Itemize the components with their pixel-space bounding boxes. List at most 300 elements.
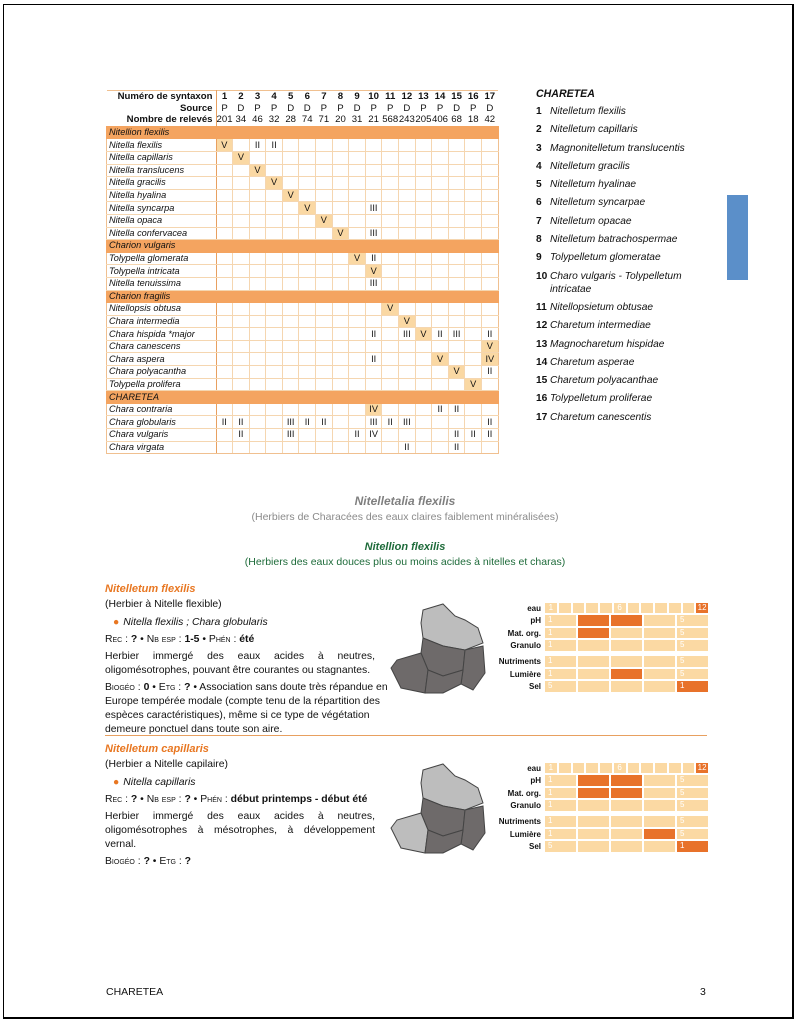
frequency-cell [365,315,382,328]
table-row [107,177,499,190]
ecology-cell [578,829,609,840]
species-name: Tolypella intricata [107,265,217,278]
frequency-cell [249,177,266,190]
alliance-title: Nitellion flexilis [364,541,446,553]
frequency-cell [382,227,399,240]
frequency-cell [332,277,349,290]
legend-item [536,356,700,369]
ecology-label: Lumière [509,829,541,839]
frequency-cell [365,340,382,353]
header-cell-releves: 243 [398,114,415,126]
frequency-cell [382,441,399,454]
frequency-cell [332,403,349,416]
ecology-cell: 1 [677,681,708,692]
ecology-row [495,656,708,668]
frequency-cell [282,315,299,328]
frequency-cell: V [266,177,283,190]
frequency-cell [299,328,316,341]
frequency-cell [299,164,316,177]
ecology-label: Mat. org. [507,628,541,638]
frequency-cell [399,265,416,278]
frequency-cell: V [448,366,465,379]
ecology-label: pH [530,776,541,785]
frequency-cell [465,265,482,278]
frequency-cell [349,177,366,190]
frequency-cell [316,441,333,454]
ecology-cell [683,603,695,614]
frequency-cell [332,328,349,341]
frequency-cell [415,378,432,391]
frequency-cell [332,378,349,391]
frequency-cell [365,139,382,152]
ecology-cell: 5 [677,640,708,651]
header-cell-releves: 31 [351,114,363,126]
frequency-cell [316,177,333,190]
frequency-cell [216,189,233,202]
ecology-cell [683,763,695,774]
species-name: Chara contraria [107,403,217,416]
legend-number: 3 [536,142,542,154]
frequency-cell [282,252,299,265]
map-region-west [391,813,428,853]
ecology-row [495,787,708,799]
ecology-cell: 5 [677,656,708,667]
header-label: Numéro de syntaxon [107,91,217,103]
frequency-cell [332,340,349,353]
frequency-cell [282,227,299,240]
frequency-cell [316,315,333,328]
frequency-cell [365,378,382,391]
header-cell-num: 13 [415,91,432,103]
frequency-cell [382,252,399,265]
frequency-cell [249,416,266,429]
species-list: Nitella flexilis ; Chara globularis [123,617,268,628]
ecology-label: Granulo [510,801,541,810]
frequency-cell [299,252,316,265]
frequency-cell [349,441,366,454]
ecology-row [495,841,708,853]
table-header-row [107,114,499,126]
ecology-cell: 6 [614,603,626,614]
ecology-cell: 1 [545,640,576,651]
frequency-cell: V [282,189,299,202]
frequency-cell [316,164,333,177]
frequency-cell [382,328,399,341]
frequency-cell [365,164,382,177]
frequency-cell: IV [365,429,382,442]
header-cell-num: 15 [448,91,465,103]
frequency-cell [415,214,432,227]
frequency-cell: II [266,139,283,152]
frequency-cell [282,139,299,152]
header-cell-num: 2 [233,91,250,103]
legend-title: CHARETEA [536,88,595,100]
biogeo-line: Biogéo : 0 • Etg : ? • Association sans doute très répandue en Europe tempérée modale (compte tenu de la répartition des espèces caractéristiques), même si ce type de végétation demeure ponctuel dans toute son aire. [105,682,388,735]
frequency-cell [282,328,299,341]
frequency-cell [415,429,432,442]
ecology-cell [611,800,642,811]
frequency-cell [432,378,449,391]
frequency-cell [316,189,333,202]
header-cell-source: D [403,102,411,114]
frequency-cell [266,189,283,202]
frequency-cell [216,227,233,240]
species-name: Nitella confervacea [107,227,217,240]
frequency-cell [299,353,316,366]
frequency-cell [415,353,432,366]
frequency-cell [432,227,449,240]
frequency-cell: V [465,378,482,391]
legend-syntaxon-name: Charetum polyacanthae [550,375,659,387]
ecology-cell [611,775,642,786]
group-name: CHARETEA [107,391,499,404]
frequency-cell [382,189,399,202]
frequency-cell [432,164,449,177]
legend-item [536,301,700,314]
table-row [107,441,499,454]
frequency-cell [332,353,349,366]
species-name: Chara vulgaris [107,429,217,442]
ecology-label: Mat. org. [507,788,541,798]
legend-number: 14 [536,356,548,368]
ecology-label: Granulo [510,641,541,650]
frequency-cell [448,214,465,227]
frequency-cell [249,366,266,379]
header-cell-releves: 34 [235,114,247,126]
frequency-cell [382,265,399,278]
frequency-cell [482,403,499,416]
rec-line: Rec : ? • Nb esp : 1-5 • Phén : été [105,634,255,645]
group-name: Nitellion flexilis [107,126,499,139]
frequency-cell [432,214,449,227]
frequency-cell [349,227,366,240]
frequency-cell [332,366,349,379]
table-row [107,164,499,177]
species-name: Chara hispida *major [107,328,217,341]
ecology-cell [578,816,609,827]
frequency-cell [266,366,283,379]
frequency-cell [465,164,482,177]
ecology-cell: 6 [614,763,626,774]
frequency-cell [432,277,449,290]
group-band [107,240,499,253]
frequency-cell [282,164,299,177]
legend-number: 1 [536,106,542,117]
header-cell-num: 12 [399,91,416,103]
frequency-cell: II [482,429,499,442]
frequency-cell [282,202,299,215]
legend-number: 17 [536,411,548,423]
species-name: Nitella capillaris [107,151,217,164]
frequency-cell [299,214,316,227]
frequency-cell [382,378,399,391]
header-cell-releves: 71 [318,114,330,126]
frequency-cell [233,202,250,215]
frequency-cell [382,403,399,416]
association-description: Herbier immergé des eaux acides à neutres, oligomésotrophes, pouvant être courantes ou stagnantes. [105,651,375,676]
legend-item [536,411,700,424]
table-row [107,429,499,442]
frequency-cell [382,353,399,366]
legend-item [536,251,700,264]
frequency-cell [482,315,499,328]
frequency-cell [216,315,233,328]
legend-item [536,160,700,173]
frequency-cell [465,353,482,366]
frequency-cell [465,328,482,341]
legend-item [536,142,700,155]
legend-number: 13 [536,338,548,350]
frequency-cell [415,252,432,265]
distribution-map [383,758,498,858]
frequency-cell [299,315,316,328]
frequency-cell [299,139,316,152]
ecology-cell [655,763,667,774]
frequency-cell [349,303,366,316]
ecology-cell [644,640,675,651]
ecology-cell [641,603,653,614]
frequency-cell [399,202,416,215]
frequency-cell [249,441,266,454]
association-common-name: (Herbier à Nitelle flexible) [105,599,222,610]
frequency-cell: III [365,277,382,290]
ecology-cell [611,841,642,852]
distribution-map [383,598,498,698]
legend-item [536,374,700,387]
frequency-cell: V [233,151,250,164]
association-name: Nitelletum capillaris [105,743,209,755]
header-cell-num: 8 [332,91,349,103]
ecology-cell [600,603,612,614]
table-row [107,265,499,278]
ecology-cell [628,763,640,774]
map-region-east [461,806,485,850]
ecology-row [495,800,708,812]
frequency-cell [233,340,250,353]
frequency-cell [448,189,465,202]
frequency-cell [233,366,250,379]
ecology-cell [641,763,653,774]
ecology-cell: 1 [677,841,708,852]
header-cell-source: D [287,102,295,114]
frequency-cell [415,151,432,164]
ecology-row [495,681,708,693]
ecology-cell [586,763,598,774]
ecology-cell [644,681,675,692]
frequency-cell [465,227,482,240]
frequency-cell [349,265,366,278]
table-row [107,378,499,391]
bullet-dot-icon: ● [113,617,120,628]
ecology-cell [578,615,609,626]
frequency-cell [299,151,316,164]
frequency-cell [299,429,316,442]
ecology-cell: 1 [545,816,576,827]
legend-syntaxon-name: Charo vulgaris - Tolypelletum intricatae [550,270,682,295]
frequency-cell [465,202,482,215]
frequency-cell [266,252,283,265]
header-cell-num: 17 [482,91,499,103]
ecology-cell [578,788,609,799]
frequency-cell [216,353,233,366]
frequency-cell [316,328,333,341]
syntaxon-legend [536,88,700,429]
ecology-row [495,816,708,828]
frequency-cell [349,340,366,353]
ecology-cell [611,816,642,827]
bullet-dot-icon: ● [113,777,120,788]
header-cell-releves: 568 [382,114,399,126]
frequency-cell [282,353,299,366]
frequency-cell: III [448,328,465,341]
frequency-cell [432,441,449,454]
header-cell-releves: 20 [335,114,346,126]
table-row [107,315,499,328]
frequency-cell: II [399,441,416,454]
ecology-label: pH [530,616,541,625]
legend-syntaxon-name: Tolypelletum glomeratae [550,252,661,264]
frequency-cell [332,429,349,442]
header-cell-releves: 28 [285,114,296,126]
frequency-cell [399,189,416,202]
frequency-cell [415,441,432,454]
frequency-cell [332,252,349,265]
frequency-cell [415,403,432,416]
frequency-cell [399,366,416,379]
frequency-cell [482,265,499,278]
ecology-cell [611,829,642,840]
table-row [107,214,499,227]
frequency-cell [365,177,382,190]
frequency-cell [448,315,465,328]
frequency-cell [448,139,465,152]
frequency-cell [316,139,333,152]
frequency-cell: V [415,328,432,341]
ecology-label: eau [527,603,541,613]
frequency-cell [415,277,432,290]
ecology-row [495,762,708,774]
ecology-cell: 1 [545,829,576,840]
header-cell-source: P [270,102,278,114]
frequency-cell [299,227,316,240]
ecology-cell: 5 [677,615,708,626]
legend-syntaxon-name: Nitelletum opacae [550,215,632,227]
species-name: Nitella hyalina [107,189,217,202]
legend-syntaxon-name: Nitelletum hyalinae [550,179,637,191]
frequency-cell [482,177,499,190]
frequency-cell [266,315,283,328]
frequency-cell [282,403,299,416]
ecology-cell: 1 [545,628,576,639]
legend-number: 15 [536,375,548,387]
table-row [107,416,499,429]
frequency-cell [233,328,250,341]
frequency-cell [382,177,399,190]
frequency-cell: IV [365,403,382,416]
species-name: Nitella tenuissima [107,277,217,290]
frequency-cell: II [299,416,316,429]
frequency-cell [465,189,482,202]
table-row [107,202,499,215]
ecology-cell [611,681,642,692]
legend-item [536,196,700,209]
frequency-cell [399,151,416,164]
header-cell-releves: 205 [415,114,432,126]
frequency-cell [399,277,416,290]
ecology-cell: 1 [545,669,576,680]
frequency-cell [382,340,399,353]
legend-syntaxon-name: Tolypelletum proliferae [550,393,653,405]
header-cell-source: P [420,102,427,114]
frequency-cell [249,303,266,316]
frequency-cell [432,252,449,265]
frequency-cell [216,252,233,265]
frequency-cell [266,353,283,366]
frequency-cell [233,139,250,152]
ecology-cell: 12 [697,602,707,612]
frequency-cell [316,403,333,416]
frequency-cell: III [365,202,382,215]
frequency-cell [448,353,465,366]
frequency-cell [233,189,250,202]
frequency-cell: II [365,252,382,265]
frequency-cell [382,214,399,227]
frequency-cell: II [448,441,465,454]
ecology-cell [578,841,609,852]
frequency-cell [299,303,316,316]
frequency-cell [349,403,366,416]
frequency-cell [266,441,283,454]
ecology-grid [495,602,708,693]
frequency-cell [399,177,416,190]
frequency-cell [349,366,366,379]
frequency-cell [349,378,366,391]
frequency-cell: II [432,328,449,341]
ecology-cell: 5 [677,788,708,799]
frequency-cell [465,303,482,316]
header-cell-num: 5 [282,91,299,103]
frequency-cell: II [316,416,333,429]
frequency-cell [316,151,333,164]
frequency-cell [249,277,266,290]
species-name: Nitella opaca [107,214,217,227]
ecology-cell [669,603,681,614]
frequency-cell [282,265,299,278]
frequency-cell: II [249,139,266,152]
ecology-cell [644,656,675,667]
frequency-cell [299,189,316,202]
ecology-cell [611,640,642,651]
frequency-cell [365,151,382,164]
frequency-cell [332,265,349,278]
ecology-cell [578,800,609,811]
frequency-cell [465,441,482,454]
species-name: Nitella gracilis [107,177,217,190]
frequency-cell: III [399,416,416,429]
header-cell-source: P [370,102,377,114]
frequency-cell [332,416,349,429]
biogeo-line: Biogéo : ? • Etg : ? [105,856,192,867]
species-name: Tolypella glomerata [107,252,217,265]
ecology-cell: 5 [677,816,708,827]
frequency-cell [233,164,250,177]
frequency-cell [465,340,482,353]
header-cell-releves: 201 [216,114,233,126]
ecology-label: Nutriments [498,657,541,666]
header-cell-source: D [303,102,311,114]
frequency-cell [266,416,283,429]
frequency-cell: II [482,328,499,341]
